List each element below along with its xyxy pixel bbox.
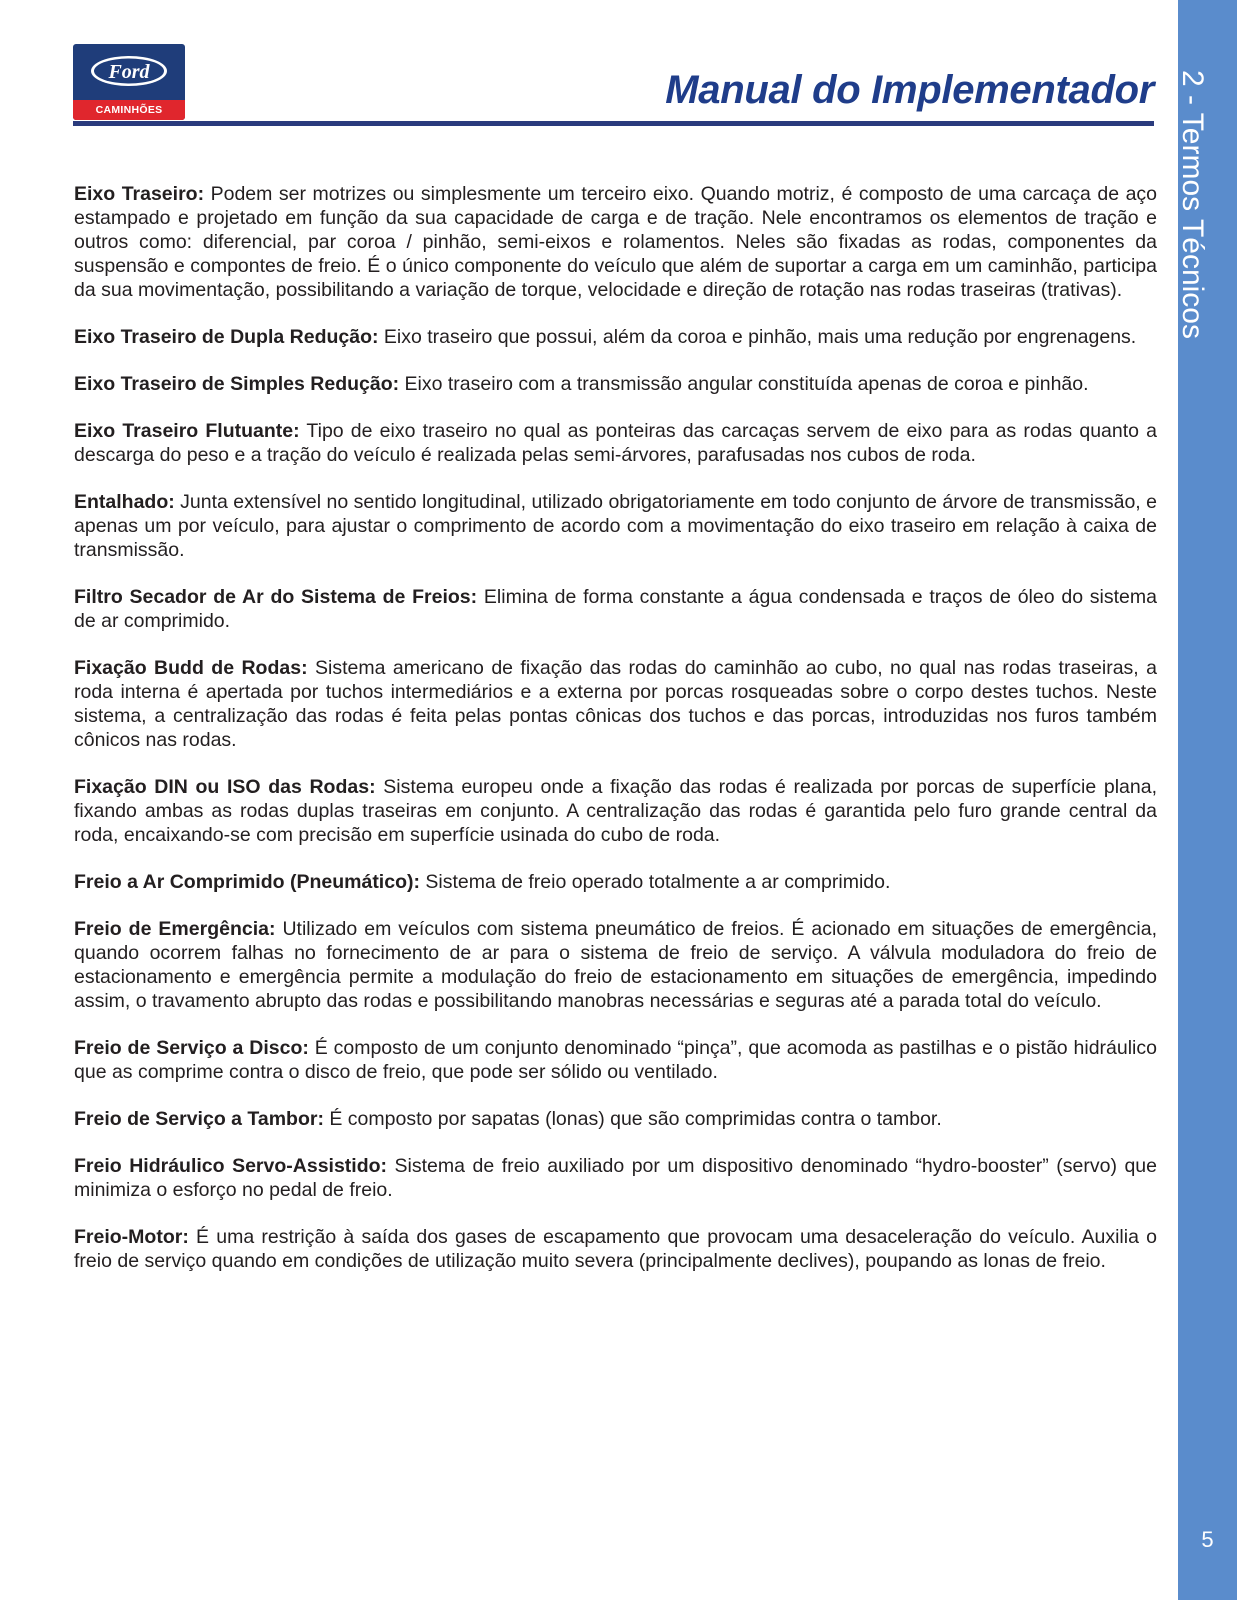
entry-term: Fixação DIN ou ISO das Rodas: <box>74 776 376 798</box>
entry-definition: Eixo traseiro que possui, além da coroa e pinhão, mais uma redução por engrenagens. <box>378 326 1137 348</box>
glossary-entry <box>74 870 1157 894</box>
entry-definition: Sistema de freio operado totalmente a ar comprimido. <box>419 871 891 893</box>
entry-definition: Sistema europeu onde a fixação das rodas é realizada por porcas de superfície plana, fixando ambas as rodas duplas traseiras em conjunto. A centralização das rodas é garantida pelo furo grande central da roda, encaixando-se com precisão em superfície usinada do cubo de roda. <box>74 776 1157 846</box>
entry-term: Eixo Traseiro Flutuante: <box>74 420 300 442</box>
page-title: Manual do Implementador <box>665 68 1154 112</box>
glossary-entry <box>74 1036 1157 1084</box>
entry-definition: Podem ser motrizes ou simplesmente um terceiro eixo. Quando motriz, é composto de uma carcaça de aço estampado e projetado em função da sua capacidade de carga e de tração. Nele encontramos os elementos de tração e outros como: diferencial, par coroa / pinhão, semi-eixos e rolamentos. Neles são fixadas as rodas, componentes da suspensão e compontes de freio. É o único componente do veículo que além de suportar a carga em um caminhão, participa da sua movimentação, possibilitando a variação de torque, velocidade e direção de rotação nas rodas traseiras (trativas). <box>74 183 1158 301</box>
glossary-entry <box>74 656 1157 752</box>
entry-term: Freio a Ar Comprimido (Pneumático): <box>74 871 420 893</box>
entry-definition: É uma restrição à saída dos gases de escapamento que provocam uma desaceleração do veículo. Auxilia o freio de serviço quando em condições de utilização muito severa (principalmente declives), poupando as lonas de freio. <box>74 1226 1157 1272</box>
entry-term: Eixo Traseiro: <box>74 183 205 205</box>
entry-definition: Tipo de eixo traseiro no qual as ponteiras das carcaças servem de eixo para as rodas quanto a descarga do peso e a tração do veículo é realizada pelas semi-árvores, parafusadas nos cubos de roda. <box>74 420 1157 466</box>
entry-definition: Elimina de forma constante a água condensada e traços de óleo do sistema de ar comprimido. <box>74 586 1157 632</box>
glossary-entry <box>74 490 1157 562</box>
entry-term: Freio de Serviço a Disco: <box>74 1037 309 1059</box>
glossary-entry <box>74 775 1157 847</box>
entry-term: Freio de Serviço a Tambor: <box>74 1108 324 1130</box>
glossary-entry <box>74 1107 1157 1131</box>
title-divider <box>73 121 1154 126</box>
entry-definition: É composto por sapatas (lonas) que são comprimidas contra o tambor. <box>323 1108 942 1130</box>
entry-term: Entalhado: <box>74 491 175 513</box>
ford-oval-icon <box>73 44 185 100</box>
entry-term: Freio Hidráulico Servo-Assistido: <box>74 1155 388 1177</box>
logo-text: Ford <box>108 61 150 83</box>
glossary-entry <box>74 372 1157 396</box>
glossary-entry <box>74 917 1157 1013</box>
entry-definition: Sistema de freio auxiliado por um dispositivo denominado “hydro-booster” (servo) que minimiza o esforço no pedal de freio. <box>74 1155 1157 1201</box>
entry-definition: Sistema americano de fixação das rodas do caminhão ao cubo, no qual nas rodas traseiras, a roda interna é apertada por tuchos intermediários e a externa por porcas rosqueadas sobre o corpo destes tuchos. Neste sistema, a centralização das rodas é feita pelas pontas cônicas dos tuchos e das porcas, introduzidas nos furos também cônicos nas rodas. <box>74 657 1157 751</box>
page-number: 5 <box>1201 1527 1214 1552</box>
entry-definition: Eixo traseiro com a transmissão angular constituída apenas de coroa e pinhão. <box>399 373 1089 395</box>
entry-term: Eixo Traseiro de Dupla Redução: <box>74 326 379 348</box>
glossary-entry <box>74 182 1157 302</box>
glossary-content <box>74 182 1157 1296</box>
entry-definition: É composto de um conjunto denominado “pinça”, que acomoda as pastilhas e o pistão hidráulico que as comprime contra o disco de freio, que pode ser sólido ou ventilado. <box>74 1037 1157 1083</box>
entry-term: Freio-Motor: <box>74 1226 189 1248</box>
glossary-entry <box>74 325 1157 349</box>
entry-definition: Utilizado em veículos com sistema pneumático de freios. É acionado em situações de emergência, quando ocorrem falhas no fornecimento de ar para o sistema de freio de serviço. A válvula moduladora do freio de estacionamento e emergência permite a modulação do freio de estacionamento em situações de emergência, impedindo assim, o travamento abrupto das rodas e possibilitando manobras necessárias e seguras até a parada total do veículo. <box>74 918 1157 1012</box>
entry-term: Fixação Budd de Rodas: <box>74 657 308 679</box>
entry-term: Eixo Traseiro de Simples Redução: <box>74 373 400 395</box>
glossary-entry <box>74 585 1157 633</box>
logo-subtitle: CAMINHÕES <box>73 100 185 120</box>
glossary-entry <box>74 419 1157 467</box>
glossary-entry <box>74 1225 1157 1273</box>
chapter-title: 2 - Termos Técnicos <box>1176 70 1209 339</box>
entry-term: Freio de Emergência: <box>74 918 276 940</box>
glossary-entry <box>74 1154 1157 1202</box>
ford-caminhoes-logo <box>73 44 185 120</box>
entry-definition: Junta extensível no sentido longitudinal, utilizado obrigatoriamente em todo conjunto de árvore de transmissão, e apenas um por veículo, para ajustar o comprimento de acordo com a movimentação do eixo traseiro em relação à caixa de transmissão. <box>74 491 1157 561</box>
entry-term: Filtro Secador de Ar do Sistema de Freios: <box>74 586 478 608</box>
